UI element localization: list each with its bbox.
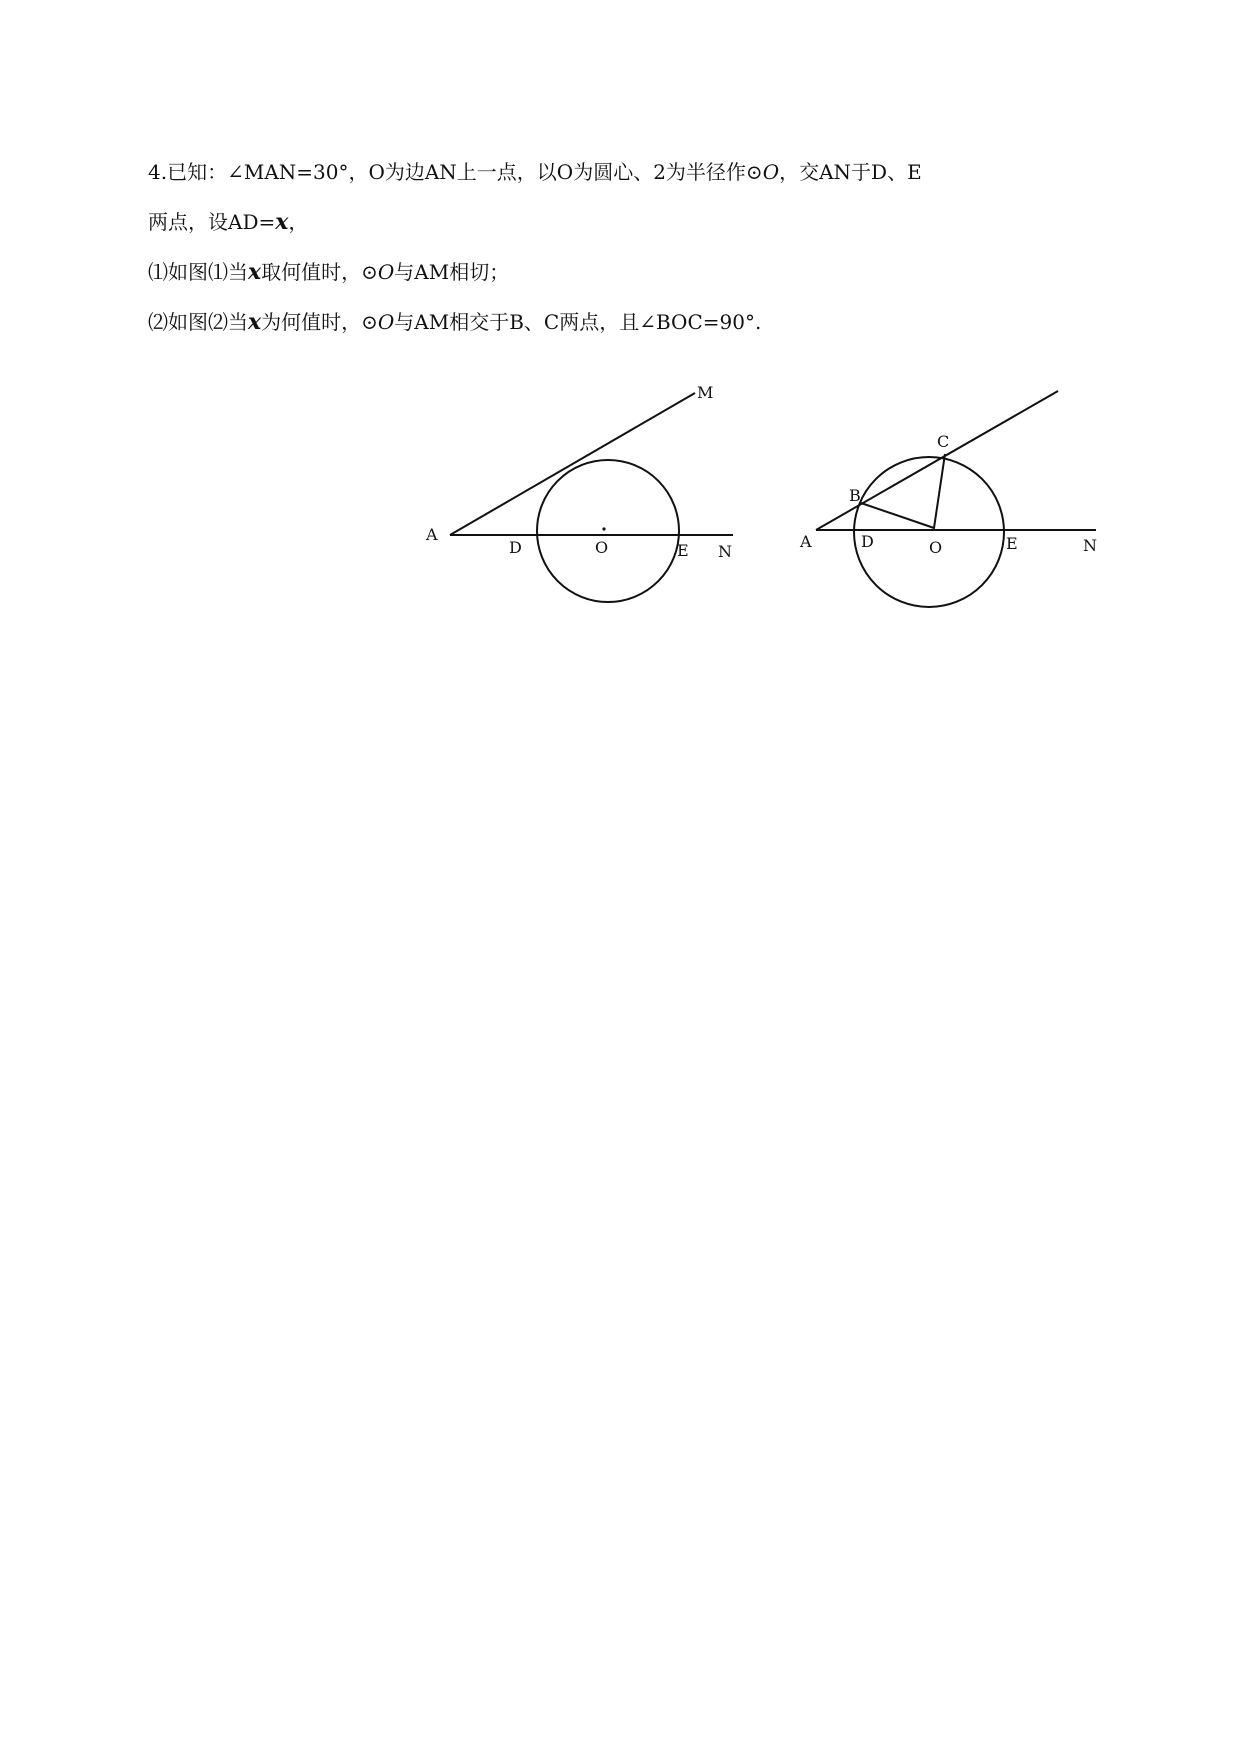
question-2-text-c: 与AM相交于B、C两点，且∠BOC=90°. (394, 310, 762, 334)
problem-line-1-text-b: ，交AN于D、E (779, 160, 922, 184)
problem-line-2-text-b: ， (288, 210, 309, 234)
label-n-fig1: N (718, 542, 732, 561)
chords-bo-oc (861, 454, 945, 528)
question-1-text-c: 与AM相切； (394, 260, 510, 284)
figures (0, 0, 1241, 700)
label-n-fig2: N (1083, 536, 1097, 555)
question-1-text-a: ⑴如图⑴当 (148, 260, 248, 284)
circle-o-label: O (377, 260, 395, 284)
problem-line-1-text-a: 4.已知：∠MAN=30°，O为边AN上一点，以O为圆心、2为半径作⊙ (148, 160, 763, 184)
label-o-fig1: O (595, 538, 609, 557)
variable-x: x (248, 309, 262, 335)
variable-x: x (275, 209, 289, 235)
circle-o-fig2 (854, 457, 1004, 607)
label-d-fig1: D (509, 538, 522, 557)
label-a-fig2: A (800, 532, 812, 551)
circle-o-label: O (762, 160, 780, 184)
label-a-fig1: A (426, 525, 438, 544)
circle-o-label: O (377, 310, 395, 334)
label-e-fig1: E (677, 541, 689, 560)
label-o-fig2: O (929, 538, 943, 557)
problem-line-2-text-a: 两点，设AD= (148, 210, 276, 234)
question-2-text-a: ⑵如图⑵当 (148, 310, 248, 334)
circle-o-fig1 (537, 460, 679, 602)
label-e-fig2: E (1006, 534, 1018, 553)
label-d-fig2: D (861, 532, 874, 551)
label-m-fig1: M (697, 383, 714, 402)
figure-2 (799, 391, 1097, 607)
label-c-fig2: C (937, 432, 950, 451)
label-b-fig2: B (849, 486, 861, 505)
question-1-text-b: 取何值时，⊙ (261, 260, 378, 284)
ray-am-fig1 (450, 393, 695, 535)
figure-1 (425, 383, 733, 602)
variable-x: x (248, 259, 262, 285)
center-dot-fig1 (602, 527, 605, 530)
question-2-text-b: 为何值时，⊙ (261, 310, 378, 334)
